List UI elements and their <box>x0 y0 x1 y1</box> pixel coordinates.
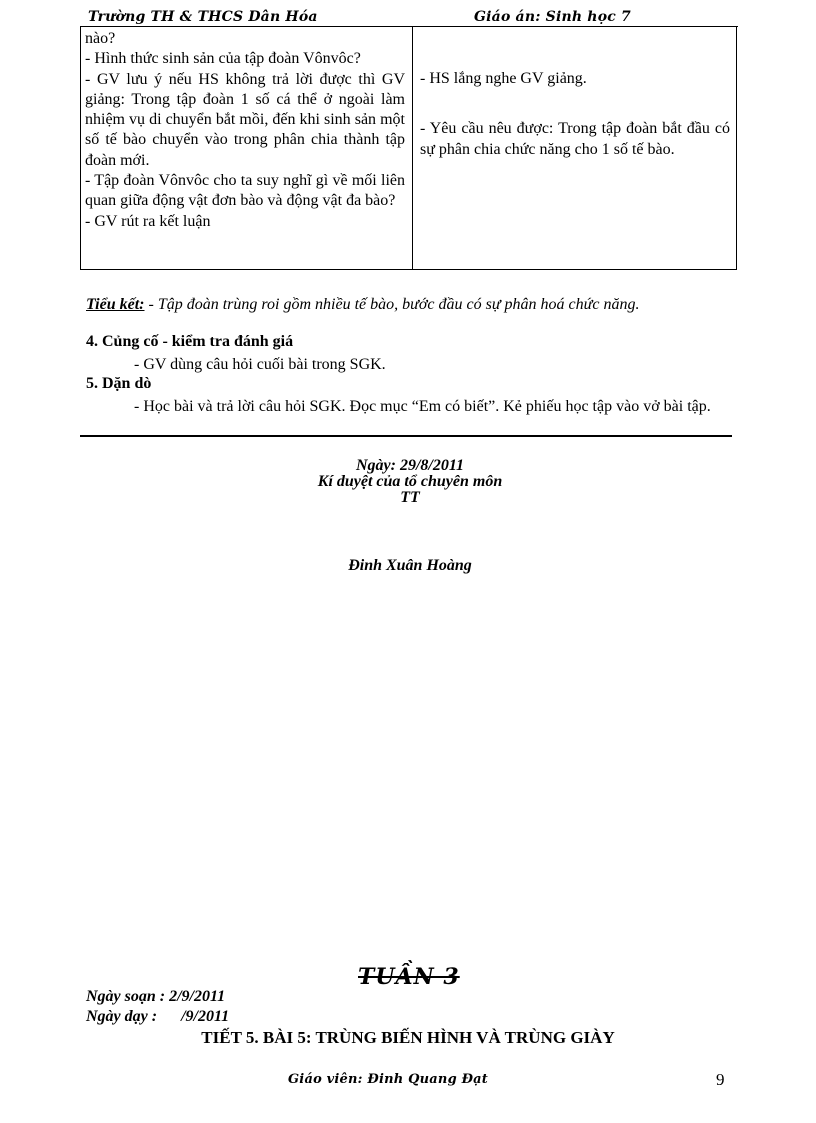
section-4-heading: 4. Củng cố - kiểm tra đánh giá <box>86 333 294 350</box>
prep-date: Ngày soạn : 2/9/2011 <box>86 988 226 1005</box>
teacher-activity-line: nào? <box>85 30 116 47</box>
lesson-title: TIẾT 5. BÀI 5: TRÙNG BIẾN HÌNH VÀ TRÙNG GIÀY <box>201 1028 615 1047</box>
header-subject: Giáo án: Sinh học 7 <box>474 9 631 25</box>
section-5-heading: 5. Dặn dò <box>86 375 152 392</box>
approval-line-1: Kí duyệt của tổ chuyên môn <box>317 473 503 490</box>
approval-date: Ngày: 29/8/2011 <box>356 457 464 474</box>
teacher-activity-column <box>85 29 405 232</box>
summary-paragraph <box>86 294 728 315</box>
teacher-activity-line: - GV lưu ý nếu HS không trả lời được thì GV giảng: Trong tập đoàn 1 số cá thể ở ngoài làm nhiệm vụ di chuyển bắt mồi, đến khi sinh sản một số tế bào chuyển vào trong phân chia thành tập đoàn mới. <box>85 70 405 169</box>
footer-teacher: Giáo viên: Đinh Quang Đạt <box>288 1072 488 1087</box>
student-activity-line: - HS lắng nghe GV giảng. <box>420 70 587 87</box>
student-activity-line: - Yêu cầu nêu được: Trong tập đoàn bắt đầu có sự phân chia chức năng cho 1 số tế bào. <box>420 120 730 158</box>
teacher-activity-line: - Hình thức sinh sản của tập đoàn Vônvôc? <box>85 50 361 68</box>
student-activity-column <box>420 29 730 160</box>
header-school: Trường TH & THCS Dân Hóa <box>88 9 318 25</box>
activity-table <box>80 26 737 270</box>
teach-date: Ngày dạy : /9/2011 <box>86 1008 230 1025</box>
approval-signer: Đinh Xuân Hoàng <box>348 557 472 574</box>
week-title: TUẦN 3 <box>358 964 460 990</box>
table-column-divider <box>412 26 413 269</box>
summary-label: Tiểu kết: <box>86 296 145 313</box>
teacher-activity-line: - Tập đoàn Vônvôc cho ta suy nghĩ gì về mối liên quan giữa động vật đơn bào và động vật đa bào? <box>85 172 405 210</box>
section-4-item: - GV dùng câu hỏi cuối bài trong SGK. <box>134 356 386 373</box>
teacher-activity-line: - GV rút ra kết luận <box>85 212 211 230</box>
approval-line-2: TT <box>400 489 420 506</box>
section-5-item: - Học bài và trả lời câu hỏi SGK. Đọc mục “Em có biết”. Kẻ phiếu học tập vào vở bài tập. <box>134 398 711 415</box>
section-divider <box>80 435 732 437</box>
summary-text: - Tập đoàn trùng roi gồm nhiều tế bào, bước đầu có sự phân hoá chức năng. <box>144 296 640 313</box>
page-number: 9 <box>716 1070 725 1089</box>
